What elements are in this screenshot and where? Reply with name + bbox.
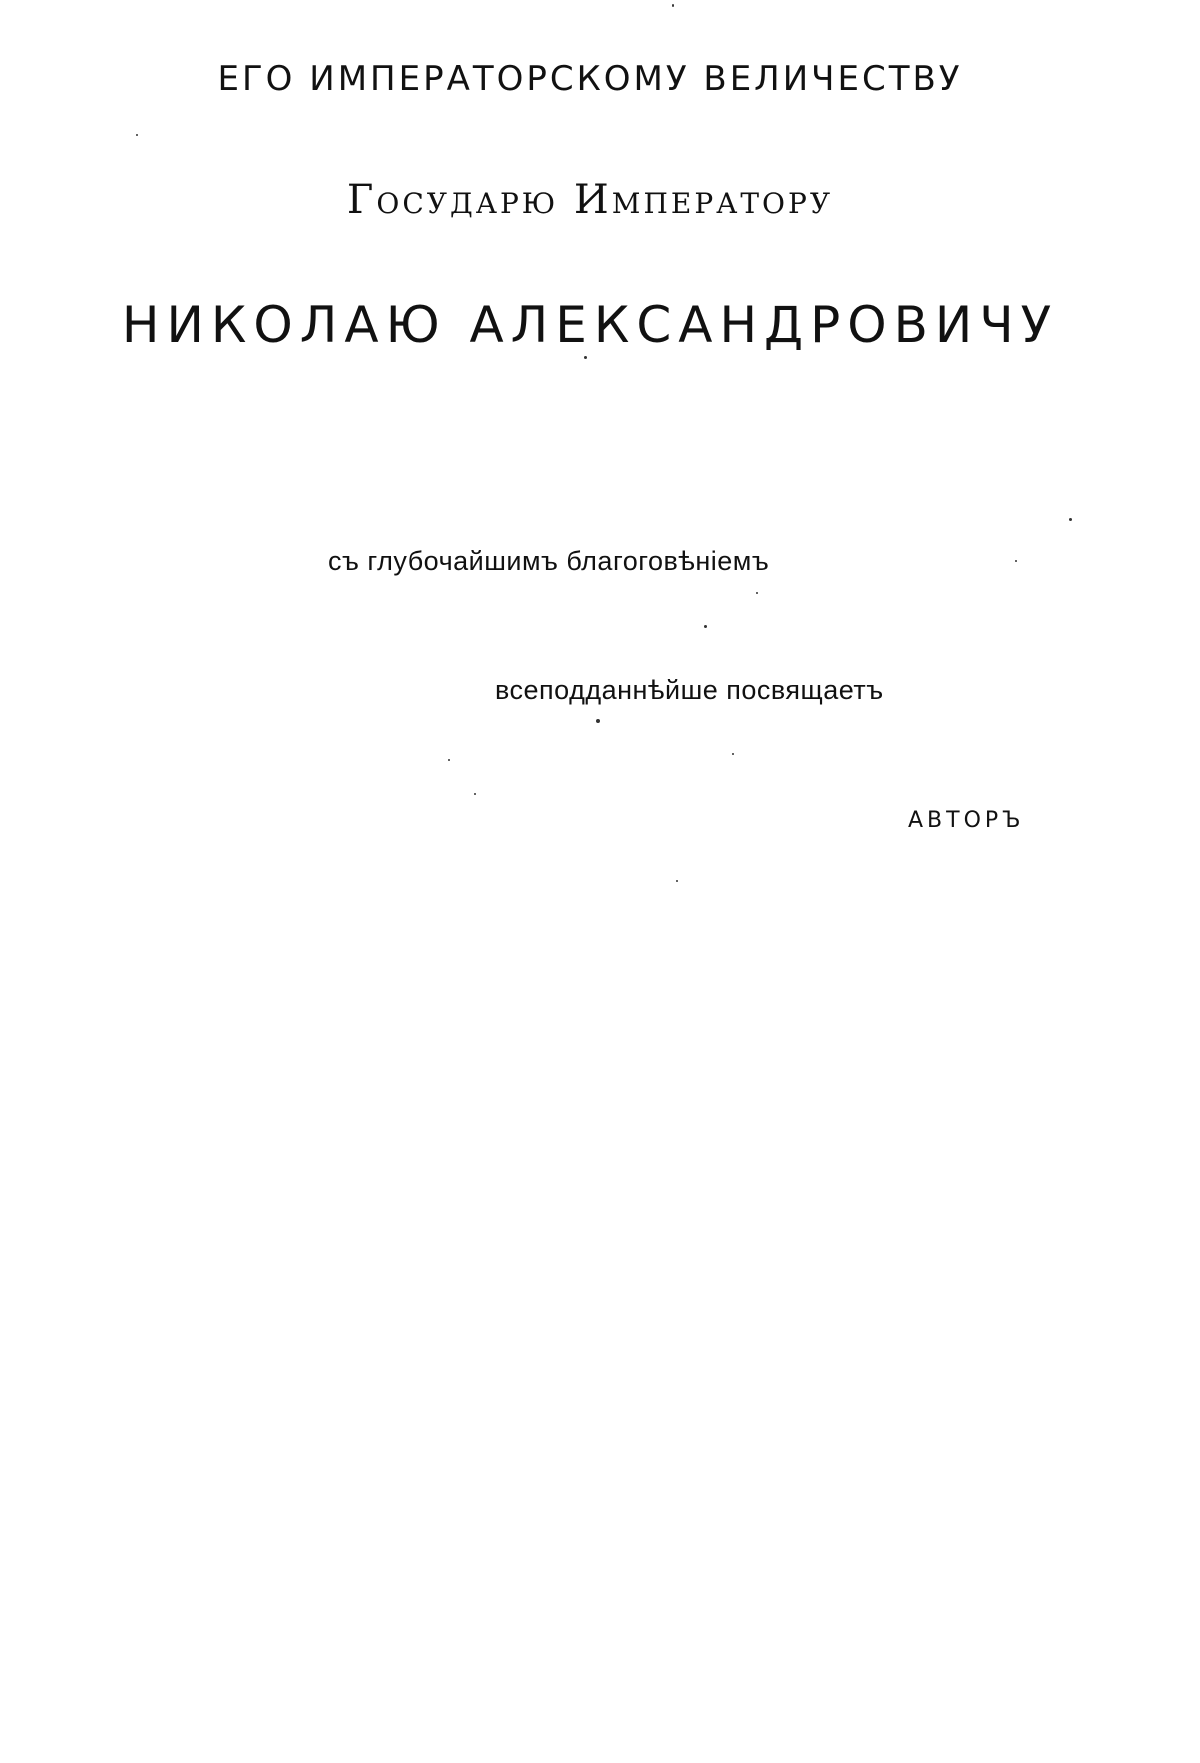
scan-speck [732,753,734,755]
scan-speck [1015,560,1017,562]
dedication-line-sovereign: Государю Императору [346,177,834,223]
dedication-line-reverence: съ глубочайшимъ благоговѣніемъ [328,546,770,576]
scan-speck [136,134,138,136]
dedication-line-dedicates: всеподданнѣйше посвящаетъ [495,675,884,705]
scan-speck [756,592,758,594]
scan-speck [584,356,587,359]
scan-speck [596,719,600,723]
scan-speck [672,4,674,7]
scan-speck [676,880,678,882]
dedication-line-title: ЕГО ИМПЕРАТОРСКОМУ ВЕЛИЧЕСТВУ [217,59,963,99]
scan-speck [704,625,707,628]
scan-speck [448,759,450,761]
scan-speck [1069,518,1072,521]
scan-speck [474,793,476,795]
dedication-signature: АВТОРЪ [908,808,1025,833]
dedication-line-name: НИКОЛАЮ АЛЕКСАНДРОВИЧУ [121,296,1059,354]
